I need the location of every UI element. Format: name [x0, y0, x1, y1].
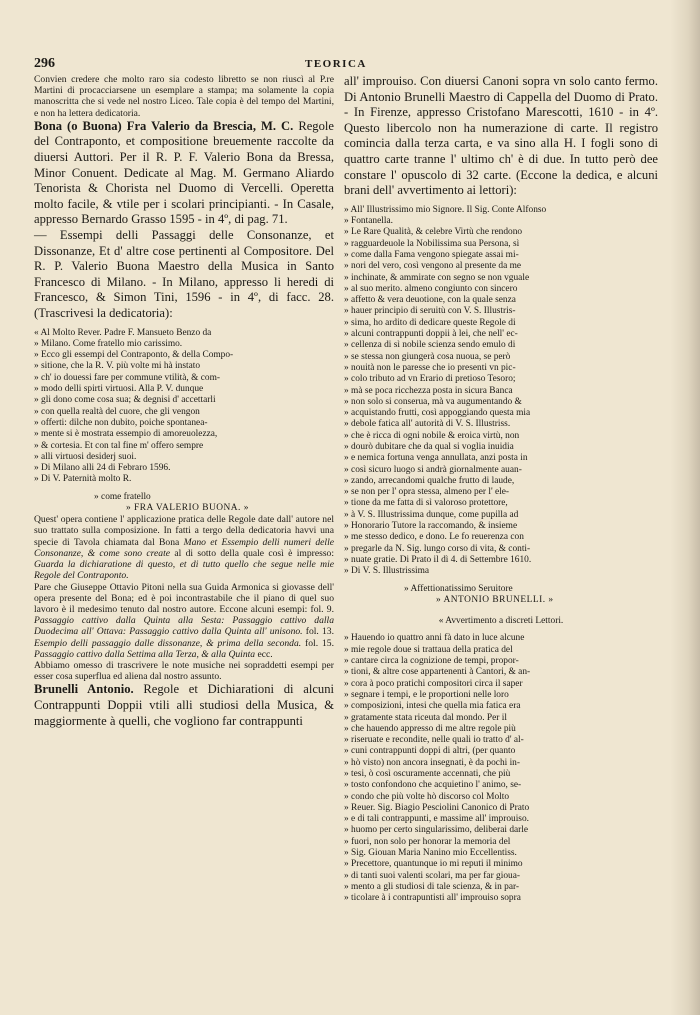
right-column: [344, 74, 658, 905]
italic-run: Esempio delli passaggio dalle dissonanze, & prima della seconda.: [34, 637, 302, 649]
note-pitoni: [34, 582, 334, 660]
quote-line: » Ecco gli essempi del Contraponto, & della Compo-: [34, 350, 234, 361]
quote-line: » composizioni, intesi che quella mia fatica era: [344, 701, 521, 712]
avvertimento-heading: [344, 616, 658, 627]
section-heading: « Avvertimento a discreti Lettori.: [438, 616, 564, 627]
entry-bona-regole: [34, 119, 334, 228]
dedication-quote-brunelli: [344, 205, 658, 578]
italic-run: Passaggio cattivo dalla Quinta alla Sesta: Passaggio cattivo dalla Duodecima all' Ottava: Passaggio cattivo dalla Quinta all' unisono.: [34, 615, 334, 638]
quote-line: » Le Rare Qualità, & celebre Virtù che rendono: [344, 227, 523, 238]
quote-line: » così sicuro luogo si andrà giornalmente auan-: [344, 464, 522, 475]
quote-line: » mento a gli studiosi di tale scienza, & in par-: [344, 881, 520, 892]
quote-line: » affetto & vera deuotione, con la quale senza: [344, 295, 516, 306]
closing-line: » Affettionatissimo Seruitore: [404, 583, 513, 594]
italic-run: Mano et Essempio delli numeri delle Consonanze, & come sono create: [34, 536, 334, 559]
quote-line: » se non per l' opra stessa, almeno per l' ele-: [344, 487, 510, 498]
quote-line: » à V. S. Illustrissima dunque, come pupilla ad: [344, 509, 519, 520]
quote-line: » ragguardeuole la Nobilissima sua Persona, sì: [344, 238, 520, 249]
entry-brunelli: [34, 682, 334, 729]
quote-line: » nuate gratie. Di Prato il dì 4. di Settembre 1610.: [344, 554, 532, 565]
quote-line: » Di V. S. Illustrissima: [344, 566, 430, 577]
quote-line: » gratamente stata riceuta dal mondo. Per il: [344, 712, 507, 723]
entry-bona-essempi: — Essempi delli Passaggi delle Consonanze, et Dissonanze, Et d' altre cose pertinenti al Compositore. Del R. P. Valerio Buona Maestro della Musica in Santo Francesco di Milano. - In Milano, appresso li heredi di Francesco, & Simon Tini, 1596 - in 4º, di facc. 28. (Trascrivesi la dedicatoria):: [34, 227, 334, 320]
quote-line: » Di Milano alli 24 di Febraro 1596.: [34, 463, 171, 474]
quote-line: » tosto confondono che acquietino l' animo, se-: [344, 780, 522, 791]
quote-line: » che hauendo appresso di me altre regole più: [344, 723, 516, 734]
quote-line: » & cortesia. Et con tal fine m' offero sempre: [34, 440, 204, 451]
quote-line: » se stessa non giungerà cosa nuoua, se però: [344, 351, 511, 362]
entry-heading: Bona (o Buona) Fra Valerio da Brescia, M. C.: [34, 118, 294, 133]
quote-line: » zando, arrecandomi qualche frutto di laude,: [344, 475, 515, 486]
quote-line: » alcuni contrappunti doppii à lei, che nell' ec-: [344, 329, 518, 340]
signature-line: » FRA VALERIO BUONA. »: [126, 502, 249, 513]
dedication-quote-bona: [34, 328, 334, 486]
running-head: TEORICA: [305, 58, 367, 70]
quote-line: » sima, ho ardito di dedicare queste Regole di: [344, 317, 516, 328]
quote-line: » modo delli spirti virtuosi. Alla P. V. dunque: [34, 384, 204, 395]
avvertimento-quote: [344, 633, 658, 904]
quote-line: » hauer principio di seruitù con V. S. Illustris-: [344, 306, 516, 317]
quote-line: » colo tributo ad vn Erario di pretioso Tesoro;: [344, 374, 516, 385]
quote-line: » pregarle da N. Sig. lungo corso di vita, & conti-: [344, 543, 531, 554]
italic-run: Guarda la dichiaratione di questo, et di tutto quello che segue nelle mie Regole del Contraponto.: [34, 559, 334, 582]
text-run: fol. 13.: [302, 626, 334, 638]
quote-line: » Fontanella.: [344, 216, 393, 227]
quote-line: » e di tali contrappunti, e massime all' improuiso.: [344, 814, 529, 825]
quote-line: » hò visto) non ancora insegnati, è da pochi in-: [344, 757, 520, 768]
quote-line: » come dalla Fama vengono spiegate assai mi-: [344, 249, 519, 260]
quote-line: » mente si è mostrata essempio di amoreuolezza,: [34, 429, 218, 440]
quote-line: » Reuer. Sig. Biagio Pesciolini Canonico di Prato: [344, 802, 530, 813]
quote-line: » huomo per certo singularissimo, deliberai darle: [344, 825, 529, 836]
quote-line: » cuni contrappunti doppi di altri, (per quanto: [344, 746, 516, 757]
text-run: ecc.: [255, 648, 273, 660]
quote-line: » nori del vero, così vengono al presente da me: [344, 261, 522, 272]
quote-line: » che è ricca di ogni nobile & eroica virtù, non: [344, 430, 520, 441]
quote-line: » e nemica fortuna venga annullata, anzi posta in: [344, 453, 528, 464]
quote-line: » Hauendo io quattro anni fà dato in luce alcune: [344, 633, 525, 644]
quote-line: » sitione, che la R. V. più volte mi hà instato: [34, 361, 201, 372]
text-run: Quest' opera contiene l' applicazione pratica delle Regole date dall' autore nel suo trattato sulla composizione. In fatti a tergo della dedicatoria havvi una specie di Tavola chiamata dal Bona: [34, 514, 334, 548]
left-column: [34, 74, 334, 729]
quote-line: » tesi, ò così oscuramente accennati, che più: [344, 769, 511, 779]
quote-line: » alli virtuosi desiderj suoi.: [34, 451, 137, 462]
quote-line: » tioni, & altre cose appartenenti à Cantori, & an-: [344, 667, 531, 678]
quote-line: » inchinate, & ammirate con segno se non vguale: [344, 272, 530, 283]
quote-line: » con quella realtà del cuore, che gli vengon: [34, 406, 200, 417]
quote-line: » non solo si conserua, mà va augumentando &: [344, 396, 522, 407]
quote-line: » Di V. Paternità molto R.: [34, 474, 132, 485]
quote-line: » All' Illustrissimo mio Signore. Il Sig. Conte Alfonso: [344, 204, 547, 215]
text-run: fol. 15.: [301, 637, 334, 649]
quote-line: » ch' io douessi fare per commune vtilità, & com-: [34, 372, 221, 383]
quote-line: » fuori, non solo per honorar la memoria del: [344, 836, 511, 847]
quote-line: » tione da me fatta di sì valoroso protettore,: [344, 498, 508, 509]
quote-line: » gli dono come cosa sua; & degnisi d' accettarli: [34, 395, 216, 406]
quote-line: » di tanti suoi valenti scolari, ma per far gioua-: [344, 870, 520, 881]
quote-line: » cora à poco pratichi compositori circa il saper: [344, 678, 523, 689]
text-run: Pare che Giuseppe Ottavio Pitoni nella sua Guida Armonica si giovasse dell' opera presente del Bona; ed è poi incontrastabile che il piano di quel suo lavoro è il medesimo tenuto dal nostro autore. Eccone alcuni esempi: fol. 9.: [34, 581, 334, 615]
text-run: al di sotto della quale così è impresso:: [170, 547, 335, 559]
quote-line: » acquistando frutti, così appoggiando questa mia: [344, 408, 531, 419]
entry-heading: Brunelli Antonio.: [34, 682, 134, 697]
italic-run: Passaggio cattivo dalla Settima alla Terza, & alla Quinta: [34, 648, 256, 660]
quote-line: » ticolare à i contrapuntisti all' improuiso sopra: [344, 893, 521, 904]
note-martini: Convien credere che molto raro sia codesto libretto se non riuscì al P.re Martini di procacciarsene un esemplare a stampa; ma solamente la copia manoscritta che si vede nel nostro Liceo. Tale copia è del tempo del Martini, e non ha lettera dedicatoria.: [34, 74, 334, 119]
quote-line: » nouità non le paresse che io presenti vn pic-: [344, 362, 516, 373]
dedication-signoff-brunelli: [344, 584, 658, 607]
signature-line: » ANTONIO BRUNELLI. »: [436, 594, 554, 605]
page-gutter-shadow: [670, 0, 700, 1015]
quote-line: » dourò dubitare che da qual si voglia inuidia: [344, 441, 514, 452]
quote-line: » Honorario Tutore la raccomando, & insieme: [344, 521, 518, 532]
quote-line: » cellenza di sì nobile scienza sendo emulo di: [344, 340, 516, 351]
quote-line: » segnare i tempi, e le proportioni nelle loro: [344, 689, 509, 700]
entry-text: Regole et Dichiarationi di alcuni Contrappunti Doppii vtili alli studiosi della Musica, & maggiormente à quelli, che vogliono far contrappunti: [34, 682, 335, 728]
quote-line: » mà se poca ricchezza posta in sicura Banca: [344, 385, 513, 396]
quote-line: » al suo merito. almeno congiunto con sincero: [344, 283, 518, 294]
quote-line: » Sig. Giouan Maria Nanino mio Eccellentiss.: [344, 848, 517, 859]
quote-line: » mie regole doue si trattaua della pratica del: [344, 644, 513, 655]
quote-line: » cantare circa la cognizione de tempi, propor-: [344, 656, 519, 667]
quote-line: » Precettore, quantunque io mi reputi il minimo: [344, 859, 523, 870]
quote-line: » me stesso dedico, e dono. Le fo reuerenza con: [344, 532, 524, 543]
entry-brunelli-continued: all' improuiso. Con diuersi Canoni sopra vn solo canto fermo. Di Antonio Brunelli Maestro di Cappella del Duomo di Prato. - In Firenze, appresso Cristofano Marescotti, 1610 - in 4º. Questo libercolo non ha numerazione di carte. Il registro comincia dalla terza carta, e va sino alla H. I fogli sono di quattro carte tranne l' ultimo ch' è di due. In tutto però dee constare l' opuscolo di 32 carte. (Eccone la dedica, e alcuni brani dell' avvertimento ai lettori):: [344, 74, 658, 198]
quote-line: » debole fatica all' autorità di V. S. Illustriss.: [344, 419, 511, 430]
quote-line: » Milano. Come fratello mio carissimo.: [34, 338, 183, 349]
note-omesso: Abbiamo omesso di trascrivere le note musiche nei sopraddetti esempi per esser cosa superflua ed aliena dal nostro assunto.: [34, 659, 334, 683]
dedication-signoff: [34, 492, 334, 515]
page-number: 296: [34, 56, 55, 71]
note-opera: [34, 514, 334, 581]
quote-line: » condo che più volte hò discorso col Molto: [344, 791, 510, 802]
entry-text: Regole del Contraponto, et compositione breuemente raccolte da diuersi Auttori. Per il R. P. F. Valerio Bona da Bressa, Minor Conuent. Dedicate al Mag. M. Germano Aliardo Tenorista & Chorista nel Duomo di Vercelli. Operetta molto facile, & vtile per i scolari principianti. - In Casale, appresso Bernardo Grasso 1595 - in 4º, di pag. 71.: [34, 118, 334, 227]
closing-line: » come fratello: [94, 491, 151, 502]
quote-line: « Al Molto Rever. Padre F. Mansueto Benzo da: [34, 327, 212, 338]
quote-line: » riseruate e recondite, nelle quali io tratto d' al-: [344, 735, 524, 746]
quote-line: » offerti: dilche non dubito, poiche spontanea-: [34, 417, 208, 428]
